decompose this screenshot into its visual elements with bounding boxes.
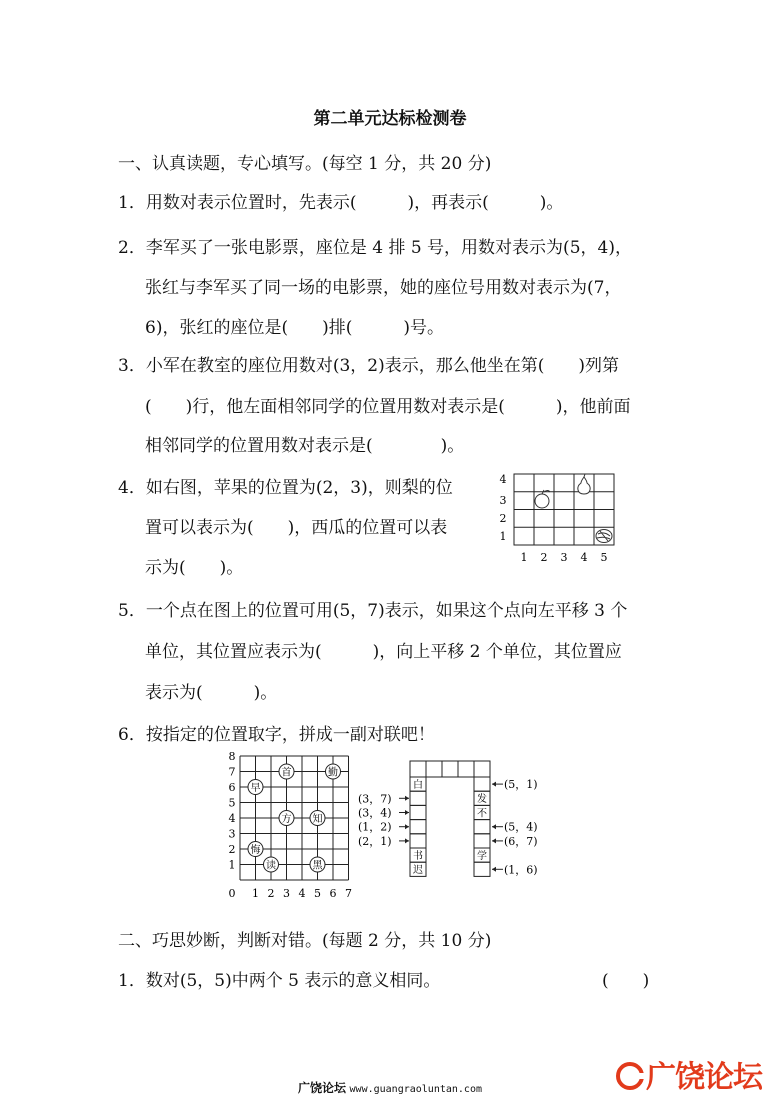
coordinate-label: (5，1): [504, 778, 538, 792]
couplet-right-cell: [474, 834, 490, 848]
couplet-right-cell: [474, 862, 490, 876]
arrow-head-icon: [492, 824, 496, 829]
question-3-line-2: ( )行，他左面相邻同学的位置用数对表示是( )，他前面: [145, 397, 631, 417]
couplet-char: 发: [477, 794, 487, 806]
fig6-x-label: 3: [283, 887, 290, 900]
question-2-line-3: 6)，张红的座位是( )排( )号。: [145, 318, 444, 338]
fruit-grid-figure: [492, 468, 622, 568]
fig4-y-label: 1: [499, 530, 507, 543]
fig4-y-label: 3: [499, 494, 507, 507]
section2-question-1: 1．数对(5，5)中两个 5 表示的意义相同。: [118, 971, 441, 991]
arrow-head-icon: [405, 838, 409, 843]
fig6-x-label: 6: [329, 887, 337, 900]
coordinate-label: (2，1): [358, 834, 392, 848]
grid-char: 知: [312, 814, 323, 825]
logo-mark-icon: [616, 1062, 644, 1090]
coordinate-label: (1，6): [504, 863, 538, 877]
section1-heading: 一、认真读题，专心填写。(每空 1 分，共 20 分): [118, 154, 492, 174]
coordinate-label: (6，7): [504, 834, 538, 848]
fig4-x-label: 3: [560, 551, 568, 564]
question-4-line-1: 4．如右图，苹果的位置为(2，3)，则梨的位: [118, 478, 453, 498]
grid-char: 悔: [250, 845, 261, 856]
coordinate-label: (3，4): [358, 806, 392, 820]
arrow-head-icon: [492, 782, 496, 787]
couplet-right-cell: [474, 820, 490, 834]
character-grid-figure: [218, 750, 353, 905]
fig6-y-label: 2: [228, 843, 236, 856]
page-title: 第二单元达标检测卷: [313, 109, 467, 129]
question-5-line-1: 5．一个点在图上的位置可用(5，7)表示，如果这个点向左平移 3 个: [118, 601, 628, 621]
logo-text: 广饶论坛: [646, 1060, 762, 1095]
grid-char: 首: [281, 767, 292, 779]
pear-icon: [578, 474, 590, 494]
section2-heading: 二、巧思妙断，判断对错。(每题 2 分，共 10 分): [118, 931, 492, 951]
fig4-x-label: 1: [520, 551, 528, 564]
grid-char: 早: [250, 783, 261, 794]
question-3-line-3: 相邻同学的位置用数对表示是( )。: [145, 436, 465, 456]
couplet-left-cell: [410, 820, 426, 834]
fig6-x-label: 1: [252, 887, 259, 900]
grid-char: 勤: [328, 767, 338, 779]
question-2-line-2: 张红与李军买了同一场的电影票，她的座位号用数对表示为(7，: [145, 278, 622, 298]
question-4-line-3: 示为( )。: [145, 558, 244, 578]
fig4-y-label: 2: [499, 512, 507, 525]
fig6-y-label: 7: [228, 765, 236, 779]
apple-icon: [535, 490, 550, 508]
question-5-line-3: 表示为( )。: [145, 683, 278, 703]
arrow-head-icon: [492, 867, 496, 872]
coordinate-label: (3，7): [358, 792, 392, 806]
question-4-line-2: 置可以表示为( )，西瓜的位置可以表: [145, 518, 448, 538]
arrow-head-icon: [405, 824, 409, 829]
couplet-char: 书: [413, 851, 423, 862]
question-2-line-1: 2．李军买了一张电影票，座位是 4 排 5 号，用数对表示为(5，4)，: [118, 238, 632, 258]
coordinate-label: (5，4): [504, 820, 538, 834]
fig6-x-label: 7: [345, 887, 352, 900]
couplet-char: 不: [477, 808, 487, 820]
couplet-left-cell: [410, 791, 426, 805]
fig6-x-label: 4: [298, 887, 306, 900]
arrow-head-icon: [405, 796, 409, 801]
fig6-x-label: 2: [267, 887, 275, 900]
watermelon-icon: [596, 530, 612, 543]
couplet-left-cell: [410, 834, 426, 848]
question-5-line-2: 单位，其位置应表示为( )，向上平移 2 个单位，其位置应: [145, 642, 622, 662]
coordinate-label: (1，2): [358, 820, 392, 834]
grid-char: 读: [266, 860, 276, 872]
fig6-y-label: 8: [228, 750, 236, 763]
question-6: 6．按指定的位置取字，拼成一副对联吧！: [118, 725, 435, 745]
footer-brand: 广饶论坛: [298, 1081, 347, 1095]
fig6-y-label: 6: [228, 781, 236, 794]
arrow-head-icon: [405, 810, 409, 815]
couplet-figure: [355, 755, 538, 905]
fig6-y-label: 4: [228, 812, 236, 825]
fig6-y-label: 3: [228, 827, 236, 841]
fig4-x-label: 2: [540, 551, 548, 564]
answer-blank: ( ): [602, 971, 650, 991]
site-logo: [616, 1052, 762, 1096]
fig6-x-label: 5: [314, 887, 321, 900]
couplet-char: 白: [413, 780, 423, 791]
couplet-top-strip: [410, 761, 490, 777]
grid-char: 方: [281, 814, 292, 825]
couplet-char: 迟: [413, 865, 423, 877]
fig4-y-label: 4: [499, 473, 507, 486]
question-1: 1．用数对表示位置时，先表示( )，再表示( )。: [118, 193, 564, 213]
fig4-x-label: 4: [580, 551, 588, 564]
question-3-line-1: 3．小军在教室的座位用数对(3，2)表示，那么他坐在第( )列第: [118, 356, 619, 376]
fig4-x-label: 5: [600, 551, 608, 564]
couplet-left-cell: [410, 805, 426, 819]
fig6-origin-label: 0: [228, 887, 236, 900]
grid-char: 黑: [312, 860, 323, 872]
couplet-right-cell: [474, 777, 490, 791]
fig6-y-label: 5: [228, 796, 236, 810]
fig6-y-label: 1: [228, 858, 236, 872]
arrow-head-icon: [492, 838, 496, 843]
footer-url[interactable]: www.guangraoluntan.com: [349, 1084, 482, 1095]
couplet-char: 学: [477, 851, 487, 862]
